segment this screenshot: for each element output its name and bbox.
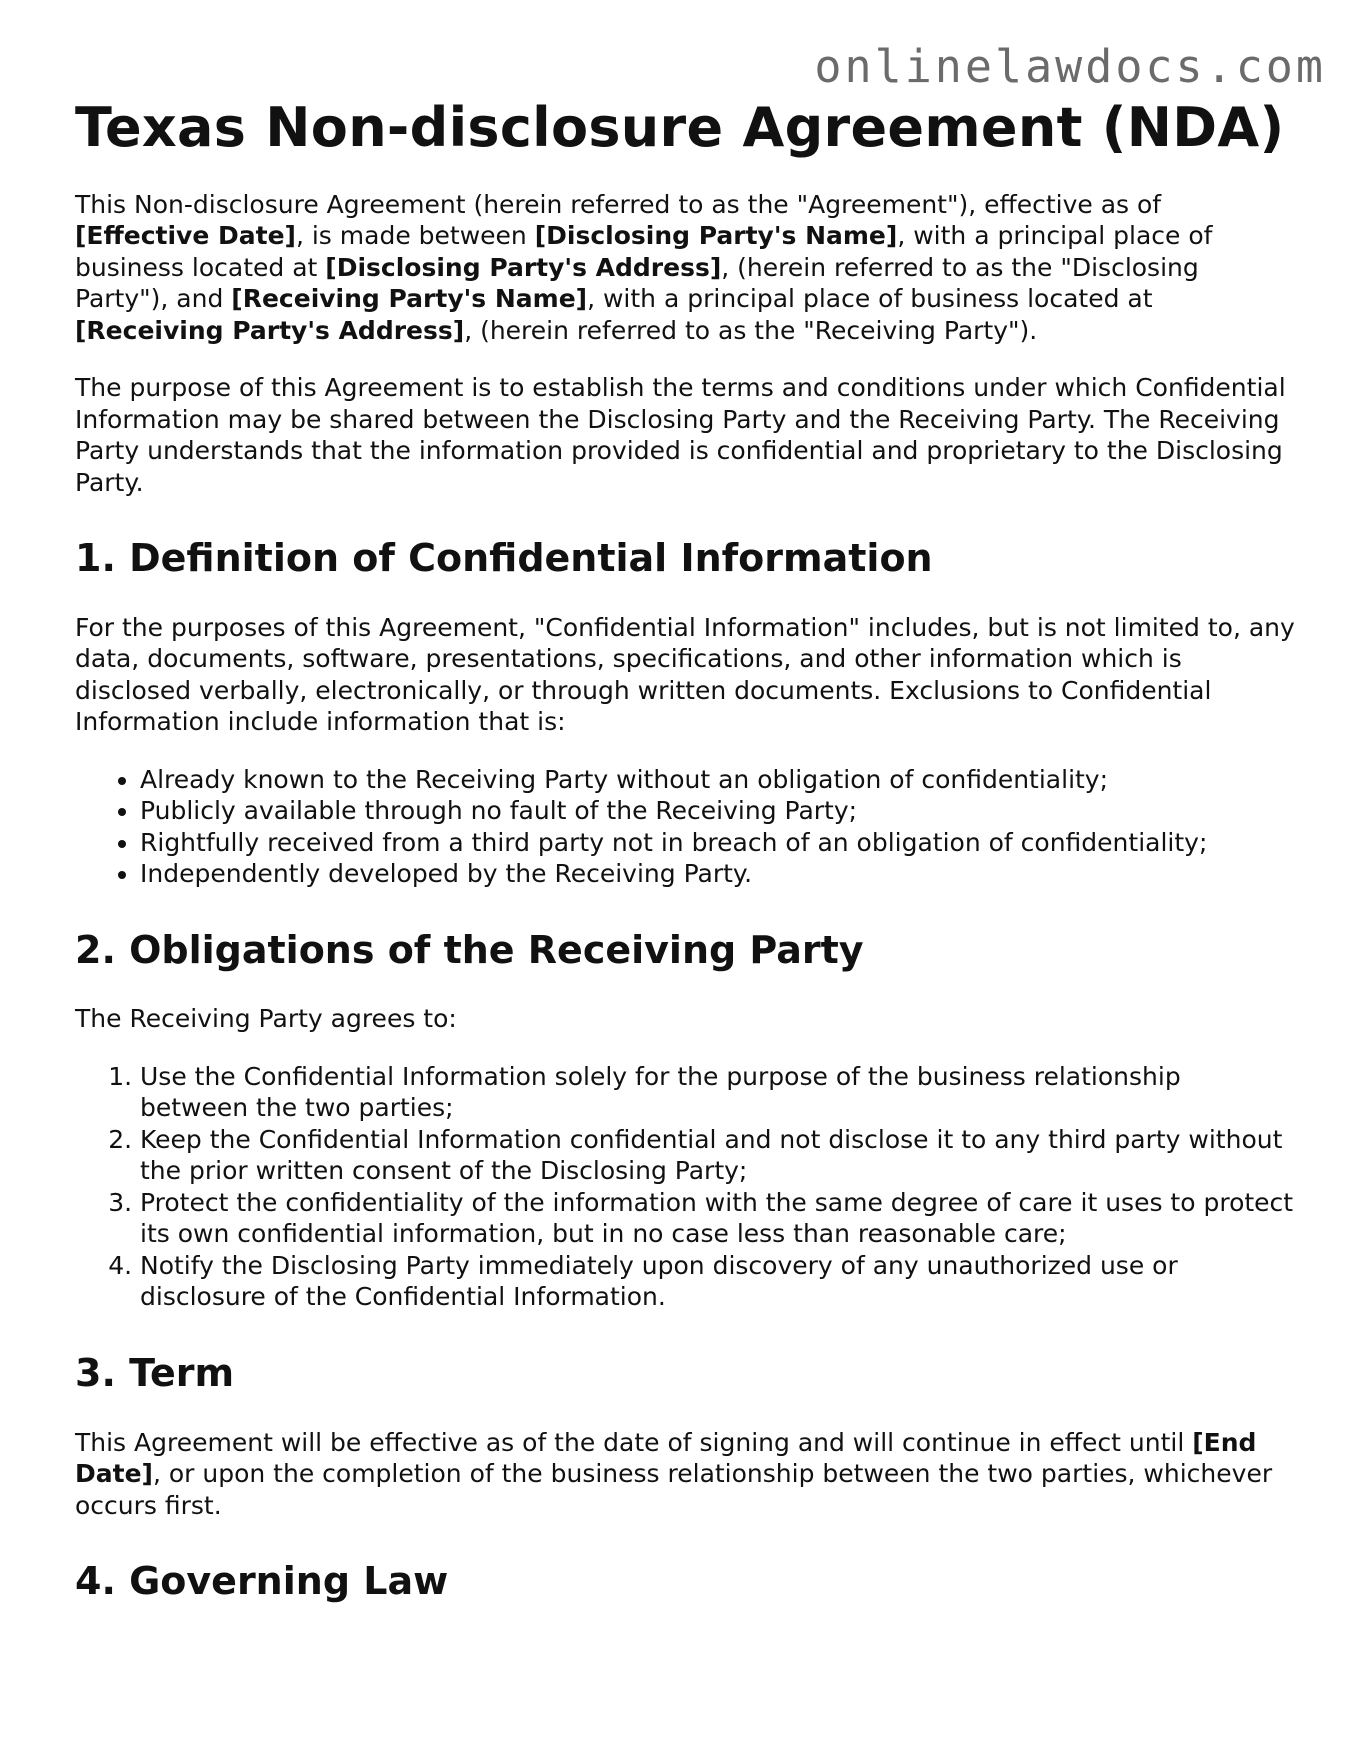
intro-text-5: , with a principal place of business located at — [587, 284, 1153, 314]
section-4-heading: 4. Governing Law — [75, 1559, 449, 1604]
section-2-body: The Receiving Party agrees to: — [75, 1004, 457, 1034]
list-item: 2. Keep the Confidential Information confidential and not disclose it to any third party without the prior written consent of the Disclosing Party; — [140, 1124, 1295, 1187]
term-text-1: This Agreement will be effective as of the date of signing and will continue in effect until — [75, 1427, 1193, 1457]
list-item: • Already known to the Receiving Party without an obligation of confidentiality; — [140, 764, 1295, 796]
section-2-heading: 2. Obligations of the Receiving Party — [75, 927, 864, 972]
effective-date-field: [Effective Date] — [75, 221, 296, 251]
list-item: • Rightfully received from a third party not in breach of an obligation of confidentiality; — [140, 827, 1295, 859]
list-item: 1. Use the Confidential Information solely for the purpose of the business relationship between the two parties; — [140, 1061, 1295, 1124]
section-1-heading: 1. Definition of Confidential Information — [75, 536, 933, 581]
intro-text-2: , is made between — [295, 221, 535, 251]
exclusions-list — [75, 764, 1295, 890]
intro-text-3: , with a principal place of business located at — [75, 221, 1213, 282]
obligations-list — [75, 1061, 1295, 1313]
list-item: 3. Protect the confidentiality of the information with the same degree of care it uses to protect its own confidential information, but in no case less than reasonable care; — [140, 1187, 1295, 1250]
list-item: • Independently developed by the Receiving Party. — [140, 858, 1295, 890]
intro-text-1: This Non-disclosure Agreement (herein referred to as the "Agreement"), effective as of — [75, 189, 1162, 219]
section-3-body — [75, 1427, 1295, 1522]
disclosing-party-address-field: [Disclosing Party's Address] — [325, 252, 722, 282]
intro-paragraph — [75, 189, 1295, 347]
term-text-2: , or upon the completion of the business relationship between the two parties, whichever occurs first. — [75, 1459, 1273, 1520]
section-1-body: For the purposes of this Agreement, "Confidential Information" includes, but is not limited to, any data, documents, software, presentations, specifications, and other information which is disclosed verbally, electronically, or through written documents. Exclusions to Confidential Information include information that is: — [75, 612, 1295, 737]
receiving-party-name-field: [Receiving Party's Name] — [231, 284, 588, 314]
purpose-paragraph: The purpose of this Agreement is to establish the terms and conditions under which Confidential Information may be shared between the Disclosing Party and the Receiving Party. The Receiving Party understands that the information provided is confidential and proprietary to the Disclosing Party. — [75, 373, 1286, 497]
disclosing-party-name-field: [Disclosing Party's Name] — [534, 221, 898, 251]
document-title: Texas Non-disclosure Agreement (NDA) — [75, 96, 1285, 159]
intro-text-6: , (herein referred to as the "Receiving Party"). — [464, 315, 1038, 345]
site-watermark: onlinelawdocs.com — [814, 40, 1326, 93]
list-item: 4. Notify the Disclosing Party immediately upon discovery of any unauthorized use or disclosure of the Confidential Information. — [140, 1250, 1295, 1313]
end-date-field: [End Date] — [75, 1427, 1257, 1489]
section-3-heading: 3. Term — [75, 1350, 235, 1395]
list-item: • Publicly available through no fault of the Receiving Party; — [140, 795, 1295, 827]
document-page — [75, 96, 1295, 1605]
receiving-party-address-field: [Receiving Party's Address] — [75, 315, 465, 345]
intro-text-4: , (herein referred to as the "Disclosing Party"), and — [75, 252, 1199, 314]
